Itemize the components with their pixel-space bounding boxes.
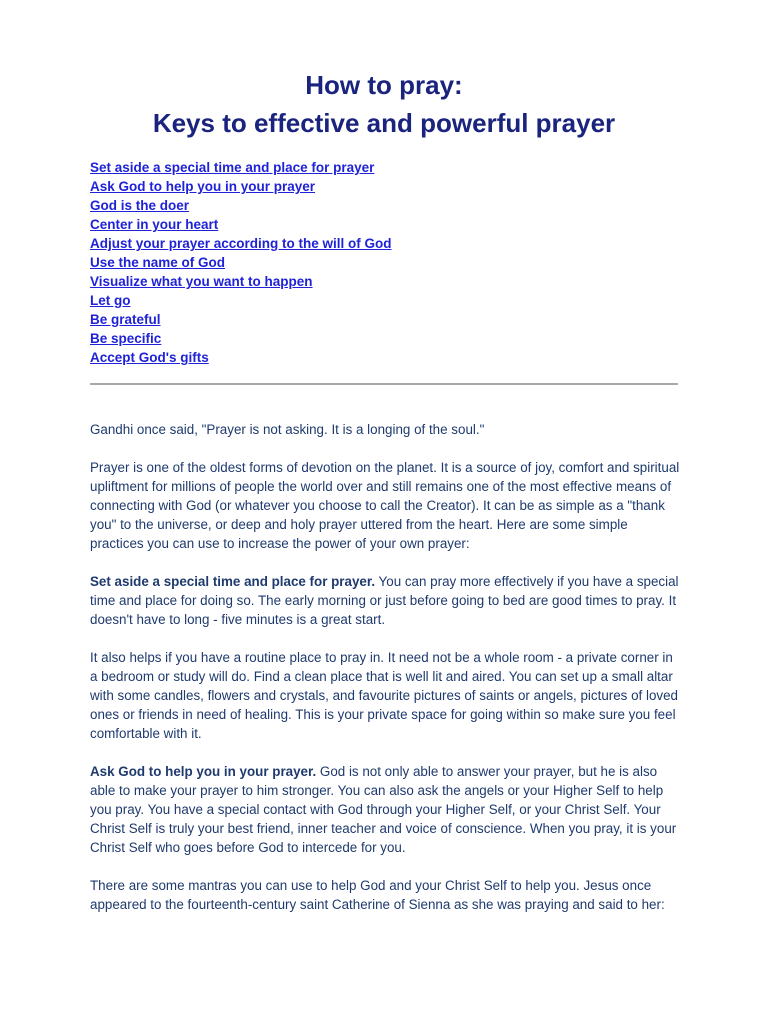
toc-link-let-go[interactable]: Let go — [90, 293, 131, 308]
toc-link-center-heart[interactable]: Center in your heart — [90, 217, 219, 232]
toc-item — [90, 196, 392, 215]
paragraph-routine-place: It also helps if you have a routine place to pray in. It need not be a whole room - a private corner in a bedroom or study will do. Find a clean place that is well lit and aired. You can set up a small altar with some candles, flowers and crystals, and favourite pictures of saints or angels, pictures of loved ones or friends in need of healing. This is your private space for going within so make sure you feel comfortable with it. — [90, 650, 678, 741]
title-line-1: How to pray: — [305, 70, 463, 100]
title-line-2: Keys to effective and powerful prayer — [152, 108, 616, 138]
toc-item — [90, 234, 392, 253]
toc-item — [90, 310, 392, 329]
toc-item — [90, 177, 392, 196]
paragraph-gandhi-quote: Gandhi once said, "Prayer is not asking. It is a longing of the soul." — [90, 422, 485, 437]
toc-item — [90, 215, 392, 234]
toc-link-ask-god[interactable]: Ask God to help you in your prayer — [90, 179, 316, 194]
toc-link-special-time[interactable]: Set aside a special time and place for prayer — [90, 160, 375, 175]
toc-item — [90, 158, 392, 177]
horizontal-divider — [90, 383, 678, 385]
page-title — [0, 66, 768, 142]
toc-item — [90, 329, 392, 348]
table-of-contents — [90, 158, 392, 367]
toc-link-will-of-god[interactable]: Adjust your prayer according to the will of God — [90, 236, 392, 251]
paragraph-intro: Prayer is one of the oldest forms of devotion on the planet. It is a source of joy, comfort and spiritual upliftment for millions of people the world over and still remains one of the most effective means of connecting with God (or whatever you choose to call the Creator). It can be as simple as a "thank you" to the universe, or deep and holy prayer uttered from the heart. Here are some simple practices you can use to increase the power of your own prayer: — [90, 460, 680, 551]
toc-link-grateful[interactable]: Be grateful — [90, 312, 161, 327]
paragraph-text: God is not only able to answer your prayer, but he is also able to make your prayer to him stronger. You can also ask the angels or your Higher Self to help you pray. You have a special contact with God through your Higher Self, or your Christ Self. Your Christ Self is truly your best friend, inner teacher and voice of conscience. When you pray, it is your Christ Self who goes before God to intercede for you. — [90, 764, 677, 855]
toc-link-name-of-god[interactable]: Use the name of God — [90, 255, 226, 270]
section-heading-ask-god: Ask God to help you in your prayer. — [90, 764, 317, 779]
toc-link-god-doer[interactable]: God is the doer — [90, 198, 190, 213]
toc-item — [90, 272, 392, 291]
toc-item — [90, 348, 392, 367]
toc-item — [90, 253, 392, 272]
paragraph-ask-god — [90, 762, 680, 857]
toc-item — [90, 291, 392, 310]
toc-link-accept-gifts[interactable]: Accept God's gifts — [90, 350, 209, 365]
toc-link-specific[interactable]: Be specific — [90, 331, 162, 346]
paragraph-mantras: There are some mantras you can use to help God and your Christ Self to help you. Jesus once appeared to the fourteenth-century saint Catherine of Sienna as she was praying and said to her: — [90, 878, 665, 912]
toc-link-visualize[interactable]: Visualize what you want to happen — [90, 274, 313, 289]
section-heading-special-time: Set aside a special time and place for prayer. — [90, 574, 376, 589]
paragraph-text: You can pray more effectively if you have a special time and place for doing so. The early morning or just before going to bed are good times to pray. It doesn't have to long - five minutes is a great start. — [90, 574, 679, 627]
paragraph-special-time — [90, 572, 680, 629]
article-body — [90, 420, 680, 933]
